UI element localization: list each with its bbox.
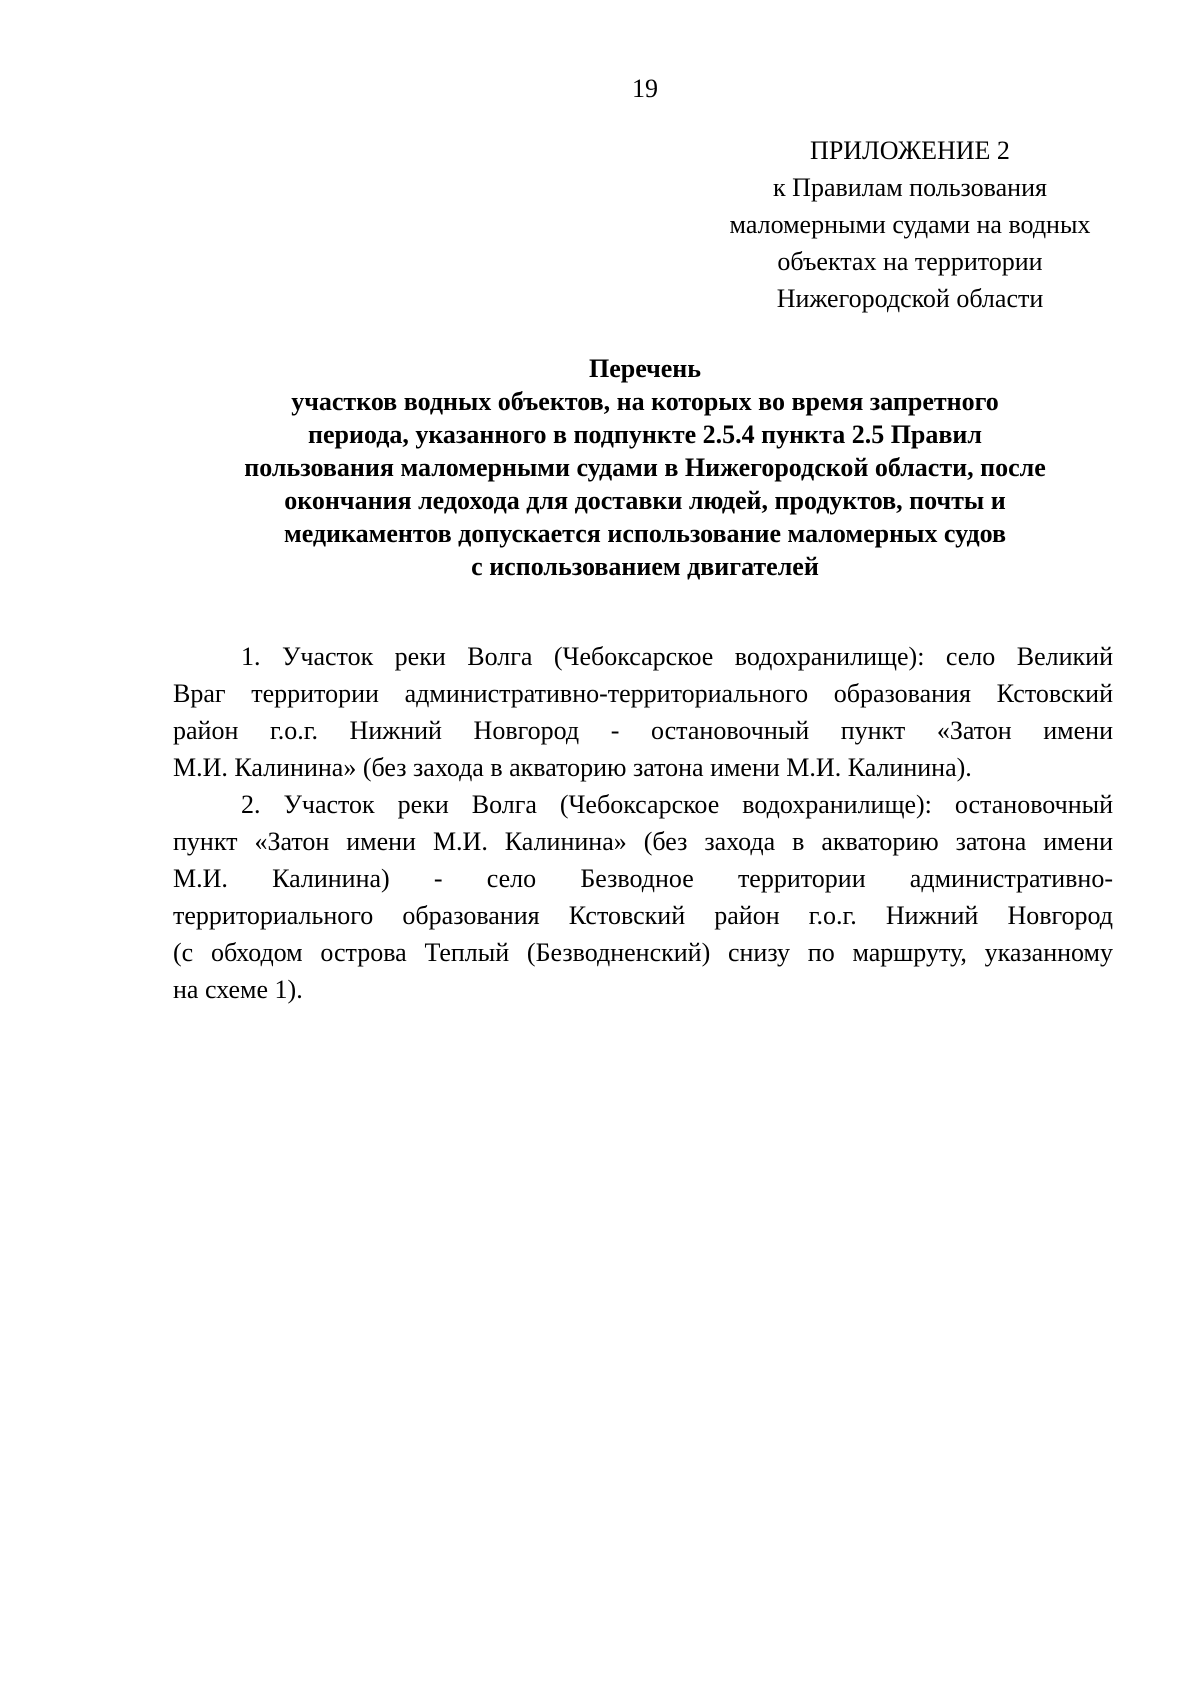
appendix-line: к Правилам пользования [773,173,1047,202]
text-line: 2. Участок реки Волга (Чебоксарское водохранилище): остановочный [241,790,1113,819]
title-line: медикаментов допускается использование маломерных судов [283,519,1006,548]
text-line: (с обходом острова Теплый (Безводненский) снизу по маршруту, указанному [173,938,1113,967]
text-line: М.И. Калинина» (без захода в акваторию затона имени М.И. Калинина). [173,753,972,782]
page-number: 19 [632,74,658,103]
text-line: территориального образования Кстовский район г.о.г. Нижний Новгород [173,901,1113,930]
list-item-2 [173,786,1113,1008]
list-item-1 [173,638,1113,786]
appendix-line: маломерными судами на водных [729,210,1091,239]
text-line: Враг территории административно-территориального образования Кстовский [173,679,1113,708]
text-line: район г.о.г. Нижний Новгород - остановочный пункт «Затон имени [173,716,1113,745]
text-line: 1. Участок реки Волга (Чебоксарское водохранилище): село Великий [241,642,1113,671]
title-main: Перечень [588,354,702,383]
title-line: участков водных объектов, на которых во время запретного [291,387,999,416]
document-body [173,638,1113,1008]
text-line: на схеме 1). [173,975,303,1004]
text-line: М.И. Калинина) - село Безводное территории административно- [173,864,1113,893]
title-line: окончания ледохода для доставки людей, продуктов, почты и [284,486,1006,515]
text-line: пункт «Затон имени М.И. Калинина» (без захода в акваторию затона имени [173,827,1113,856]
title-line: с использованием двигателей [471,552,819,581]
appendix-heading: ПРИЛОЖЕНИЕ 2 [810,136,1010,165]
title-line: пользования маломерными судами в Нижегородской области, после [244,453,1046,482]
document-title [160,352,1130,583]
appendix-header [690,132,1130,317]
appendix-line: Нижегородской области [776,284,1044,313]
title-line: периода, указанного в подпункте 2.5.4 пункта 2.5 Правил [307,420,983,449]
appendix-line: объектах на территории [777,247,1043,276]
